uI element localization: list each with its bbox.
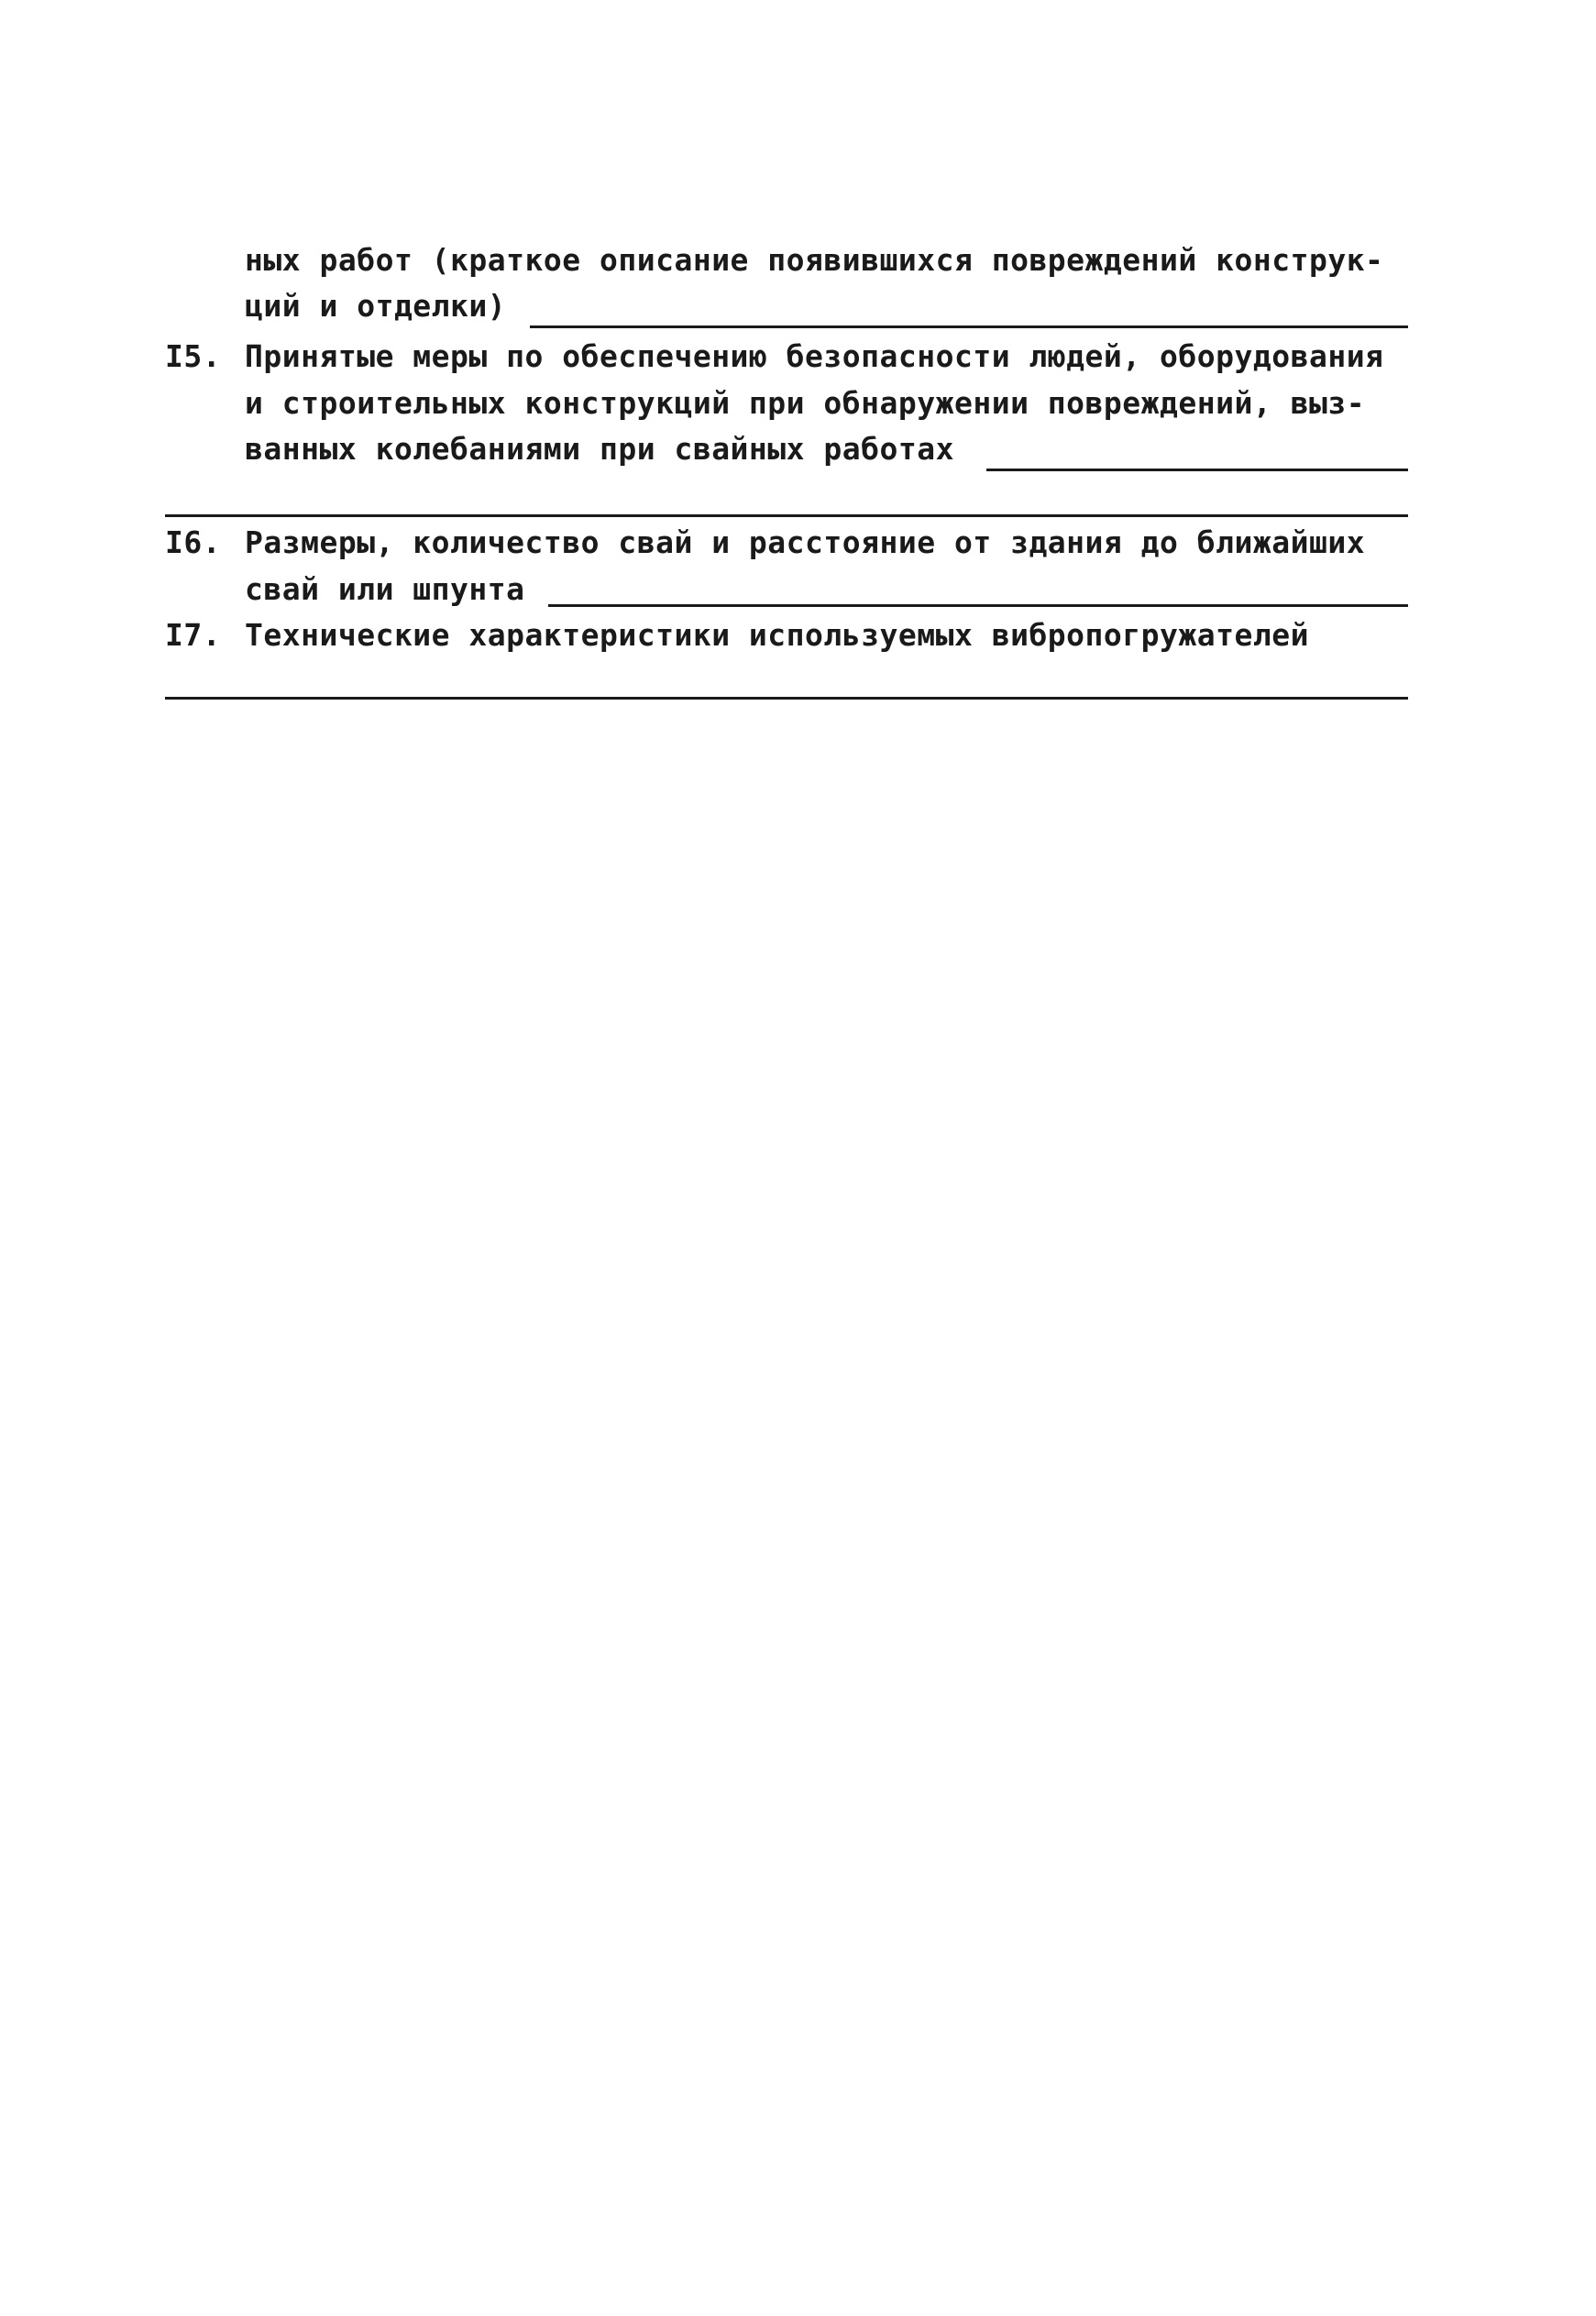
item-16-number: I6. (165, 524, 222, 560)
item-17-text-1: Технические характеристики используемых вибропогружателей (245, 617, 1309, 653)
item-15-fill-line[interactable] (986, 469, 1408, 471)
intro-fill-line[interactable] (530, 325, 1408, 328)
intro-text-2: ций и отделки) (245, 288, 507, 324)
item-15-text-1: Принятые меры по обеспечению безопасности людей, оборудования (245, 338, 1384, 374)
intro-text-1: ных работ (краткое описание появившихся повреждений конструк- (245, 242, 1384, 278)
item-15-number: I5. (165, 338, 222, 374)
item-17-number: I7. (165, 617, 222, 653)
item-16-text-1: Размеры, количество свай и расстояние от здания до ближайших (245, 524, 1366, 560)
item-17-fill-line[interactable] (165, 697, 1408, 700)
item-15-text-3: ванных колебаниями при свайных работах (245, 431, 954, 467)
item-16-fill-line[interactable] (548, 604, 1408, 607)
item-15-fill-line-full[interactable] (165, 514, 1408, 517)
item-16-text-2: свай или шпунта (245, 571, 525, 607)
item-15-text-2: и строительных конструкций при обнаружении повреждений, выз- (245, 385, 1366, 421)
